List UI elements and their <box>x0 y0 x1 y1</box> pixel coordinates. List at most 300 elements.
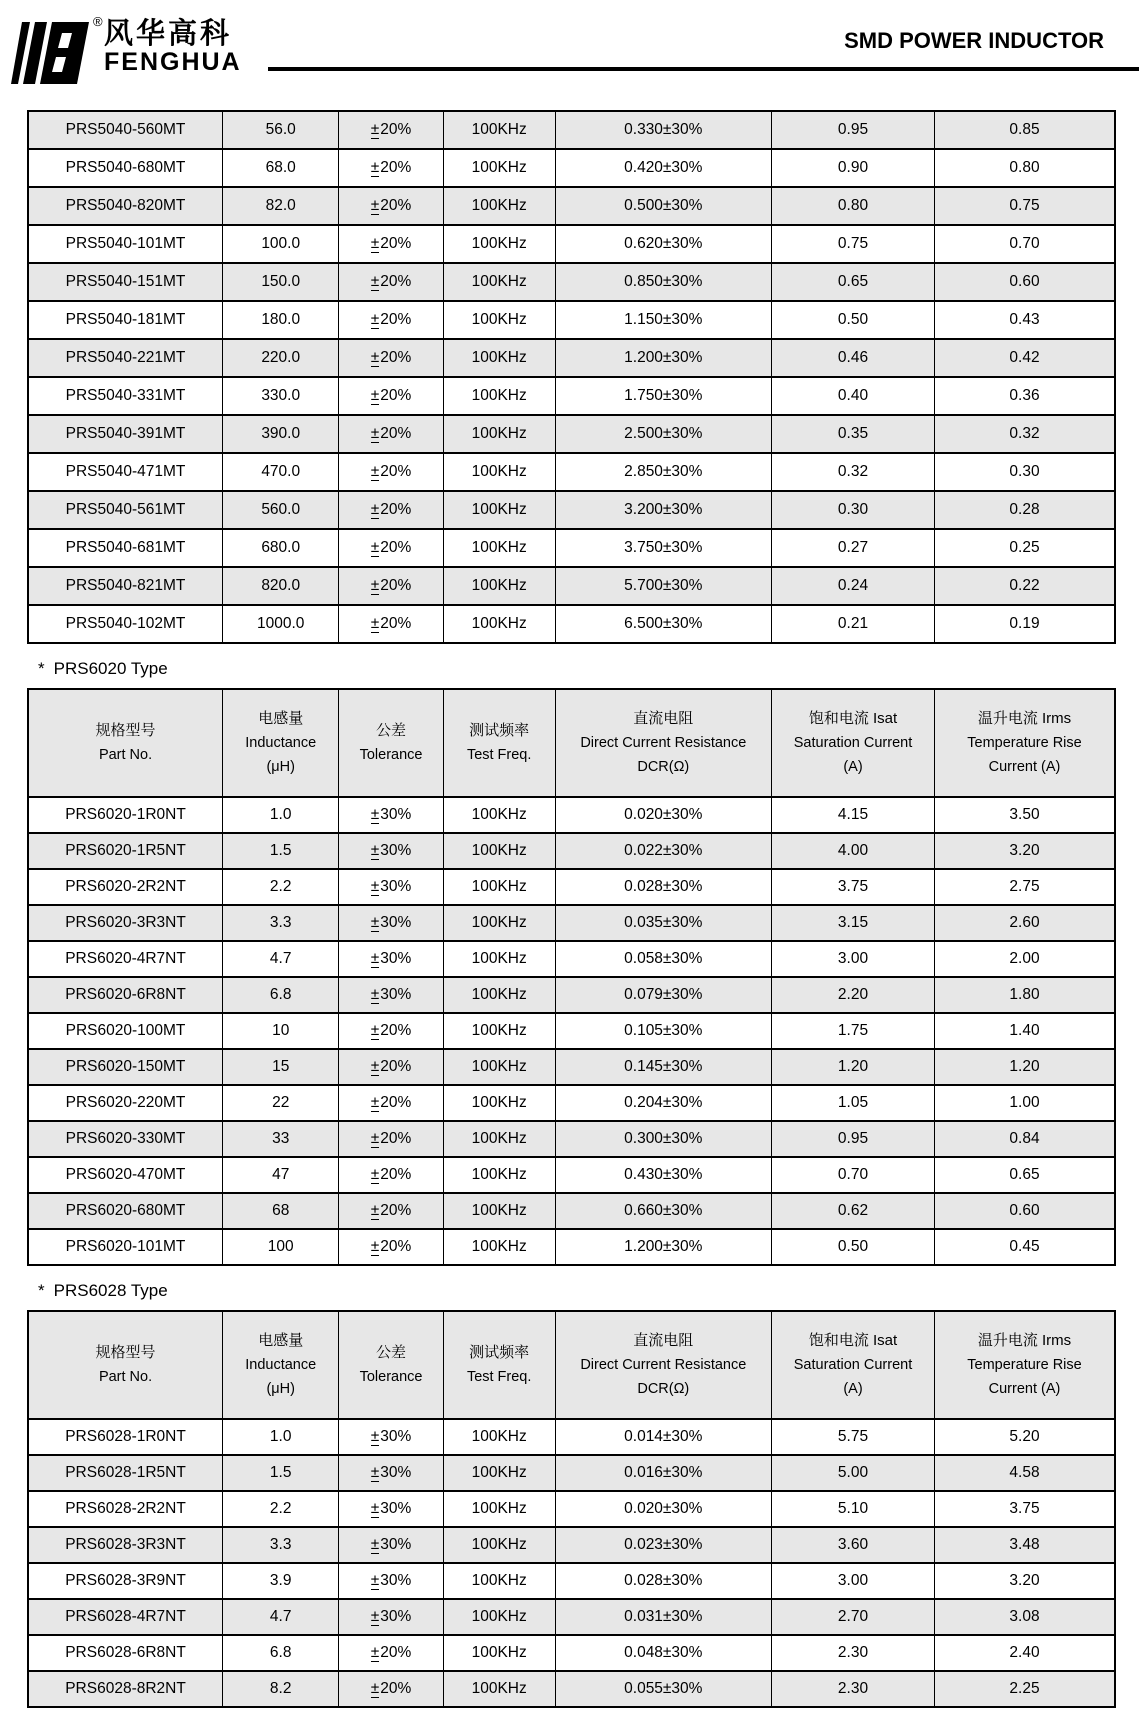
cell-test-freq: 100KHz <box>443 225 555 263</box>
cell-isat: 0.95 <box>771 111 934 149</box>
cell-inductance: 3.3 <box>223 1527 339 1563</box>
cell-test-freq: 100KHz <box>443 491 555 529</box>
cell-dcr: 0.300±30% <box>555 1121 771 1157</box>
cell-dcr: 0.058±30% <box>555 941 771 977</box>
cell-inductance: 820.0 <box>223 567 339 605</box>
cell-dcr: 0.055±30% <box>555 1671 771 1707</box>
table-row <box>28 339 1115 377</box>
heading-text: PRS6028 Type <box>53 1281 168 1300</box>
cell-tolerance: ±20% <box>339 605 443 643</box>
cell-irms: 0.85 <box>935 111 1115 149</box>
cell-part-no: PRS5040-680MT <box>28 149 223 187</box>
cell-isat: 0.70 <box>771 1157 934 1193</box>
table-row <box>28 905 1115 941</box>
cell-dcr: 6.500±30% <box>555 605 771 643</box>
col-header-line: (A) <box>843 759 863 775</box>
cell-test-freq: 100KHz <box>443 977 555 1013</box>
table-row <box>28 797 1115 833</box>
col-header-line: Inductance <box>245 1357 317 1373</box>
cell-dcr: 1.150±30% <box>555 301 771 339</box>
cell-isat: 2.20 <box>771 977 934 1013</box>
cell-irms: 3.08 <box>935 1599 1115 1635</box>
cell-tolerance: ±20% <box>339 1193 443 1229</box>
col-header-line: 饱和电流 Isat <box>808 1332 898 1349</box>
cell-isat: 5.10 <box>771 1491 934 1527</box>
cell-irms: 2.75 <box>935 869 1115 905</box>
cell-tolerance: ±20% <box>339 1121 443 1157</box>
cell-isat: 3.00 <box>771 941 934 977</box>
table-row <box>28 1157 1115 1193</box>
cell-test-freq: 100KHz <box>443 1635 555 1671</box>
table-row <box>28 1013 1115 1049</box>
cell-part-no: PRS5040-560MT <box>28 111 223 149</box>
cell-test-freq: 100KHz <box>443 187 555 225</box>
cell-irms: 0.65 <box>935 1157 1115 1193</box>
cell-part-no: PRS5040-101MT <box>28 225 223 263</box>
col-header-tolerance <box>339 1311 443 1419</box>
cell-inductance: 2.2 <box>223 1491 339 1527</box>
cell-inductance: 470.0 <box>223 453 339 491</box>
cell-part-no: PRS5040-681MT <box>28 529 223 567</box>
fenghua-logo-icon <box>11 20 89 86</box>
table-row <box>28 149 1115 187</box>
cell-part-no: PRS6020-680MT <box>28 1193 223 1229</box>
cell-irms: 2.00 <box>935 941 1115 977</box>
table-row <box>28 453 1115 491</box>
cell-irms: 0.70 <box>935 225 1115 263</box>
col-header-line: 温升电流 Irms <box>977 1332 1072 1349</box>
cell-part-no: PRS5040-561MT <box>28 491 223 529</box>
cell-dcr: 0.020±30% <box>555 797 771 833</box>
cell-part-no: PRS6028-2R2NT <box>28 1491 223 1527</box>
table-row <box>28 1635 1115 1671</box>
cell-inductance: 82.0 <box>223 187 339 225</box>
col-header-line: Current (A) <box>988 759 1061 775</box>
table-row <box>28 1455 1115 1491</box>
cell-tolerance: ±20% <box>339 567 443 605</box>
cell-tolerance: ±30% <box>339 977 443 1013</box>
cell-test-freq: 100KHz <box>443 797 555 833</box>
cell-dcr: 1.200±30% <box>555 1229 771 1265</box>
cell-irms: 5.20 <box>935 1419 1115 1455</box>
spec-table-prs5040 <box>27 110 1116 644</box>
col-header-irms <box>935 1311 1115 1419</box>
cell-test-freq: 100KHz <box>443 1193 555 1229</box>
cell-dcr: 0.035±30% <box>555 905 771 941</box>
col-header-isat <box>771 689 934 797</box>
cell-part-no: PRS6028-1R0NT <box>28 1419 223 1455</box>
cell-irms: 0.60 <box>935 1193 1115 1229</box>
col-header-line: 饱和电流 Isat <box>808 710 898 727</box>
cell-inductance: 1.0 <box>223 1419 339 1455</box>
header-row <box>28 689 1115 797</box>
heading-text: PRS6020 Type <box>53 659 168 678</box>
cell-part-no: PRS6020-2R2NT <box>28 869 223 905</box>
cell-test-freq: 100KHz <box>443 1013 555 1049</box>
cell-inductance: 4.7 <box>223 1599 339 1635</box>
table-row <box>28 941 1115 977</box>
spec-table-prs6020 <box>27 688 1116 1266</box>
cell-irms: 0.25 <box>935 529 1115 567</box>
cell-tolerance: ±30% <box>339 941 443 977</box>
section-heading-prs6020 <box>38 659 1116 679</box>
cell-irms: 4.58 <box>935 1455 1115 1491</box>
col-header-line: 公差 <box>376 722 407 739</box>
cell-test-freq: 100KHz <box>443 1491 555 1527</box>
col-header-line: Saturation Current <box>793 1357 913 1373</box>
cell-irms: 3.75 <box>935 1491 1115 1527</box>
cell-irms: 1.20 <box>935 1049 1115 1085</box>
cell-dcr: 0.028±30% <box>555 1563 771 1599</box>
col-header-line: Test Freq. <box>466 747 532 763</box>
cell-isat: 3.15 <box>771 905 934 941</box>
cell-part-no: PRS6020-100MT <box>28 1013 223 1049</box>
cell-dcr: 2.500±30% <box>555 415 771 453</box>
cell-inductance: 6.8 <box>223 977 339 1013</box>
cell-isat: 0.46 <box>771 339 934 377</box>
cell-dcr: 0.105±30% <box>555 1013 771 1049</box>
table-row <box>28 263 1115 301</box>
table-row <box>28 301 1115 339</box>
cell-tolerance: ±20% <box>339 339 443 377</box>
cell-inductance: 68.0 <box>223 149 339 187</box>
cell-isat: 0.75 <box>771 225 934 263</box>
cell-test-freq: 100KHz <box>443 1049 555 1085</box>
col-header-line: Saturation Current <box>793 735 913 751</box>
cell-inductance: 4.7 <box>223 941 339 977</box>
heading-marker: * <box>38 1281 45 1300</box>
cell-isat: 0.62 <box>771 1193 934 1229</box>
cell-dcr: 0.850±30% <box>555 263 771 301</box>
table-row <box>28 491 1115 529</box>
cell-isat: 2.30 <box>771 1635 934 1671</box>
table-row <box>28 1563 1115 1599</box>
cell-irms: 3.20 <box>935 1563 1115 1599</box>
cell-tolerance: ±20% <box>339 415 443 453</box>
col-header-line: (A) <box>843 1381 863 1397</box>
cell-inductance: 680.0 <box>223 529 339 567</box>
cell-inductance: 8.2 <box>223 1671 339 1707</box>
cell-inductance: 56.0 <box>223 111 339 149</box>
cell-inductance: 1.5 <box>223 833 339 869</box>
cell-isat: 2.30 <box>771 1671 934 1707</box>
cell-irms: 0.42 <box>935 339 1115 377</box>
cell-tolerance: ±30% <box>339 1599 443 1635</box>
cell-inductance: 3.3 <box>223 905 339 941</box>
cell-part-no: PRS6028-6R8NT <box>28 1635 223 1671</box>
cell-irms: 0.80 <box>935 149 1115 187</box>
cell-irms: 0.43 <box>935 301 1115 339</box>
cell-dcr: 0.620±30% <box>555 225 771 263</box>
cell-inductance: 1000.0 <box>223 605 339 643</box>
col-header-line: 测试频率 <box>469 1344 530 1361</box>
cell-test-freq: 100KHz <box>443 1085 555 1121</box>
cell-tolerance: ±20% <box>339 1635 443 1671</box>
cell-part-no: PRS6020-150MT <box>28 1049 223 1085</box>
cell-isat: 0.32 <box>771 453 934 491</box>
cell-tolerance: ±20% <box>339 1049 443 1085</box>
cell-inductance: 15 <box>223 1049 339 1085</box>
cell-isat: 0.24 <box>771 567 934 605</box>
cell-test-freq: 100KHz <box>443 1563 555 1599</box>
cell-test-freq: 100KHz <box>443 415 555 453</box>
cell-part-no: PRS6020-330MT <box>28 1121 223 1157</box>
cell-dcr: 0.048±30% <box>555 1635 771 1671</box>
cell-inductance: 10 <box>223 1013 339 1049</box>
cell-inductance: 6.8 <box>223 1635 339 1671</box>
cell-inductance: 150.0 <box>223 263 339 301</box>
cell-tolerance: ±20% <box>339 187 443 225</box>
brand-name-english: FENGHUA <box>104 48 242 76</box>
col-header-line: 直流电阻 <box>633 710 694 727</box>
cell-dcr: 0.031±30% <box>555 1599 771 1635</box>
cell-tolerance: ±30% <box>339 1563 443 1599</box>
cell-tolerance: ±30% <box>339 869 443 905</box>
cell-isat: 0.50 <box>771 301 934 339</box>
cell-inductance: 390.0 <box>223 415 339 453</box>
col-header-dcr <box>555 689 771 797</box>
cell-tolerance: ±20% <box>339 1671 443 1707</box>
table-row <box>28 1419 1115 1455</box>
col-header-line: Test Freq. <box>466 1369 532 1385</box>
cell-dcr: 0.500±30% <box>555 187 771 225</box>
cell-isat: 4.00 <box>771 833 934 869</box>
heading-marker: * <box>38 659 45 678</box>
col-header-line: Direct Current Resistance <box>580 735 747 751</box>
cell-irms: 2.40 <box>935 1635 1115 1671</box>
cell-isat: 0.80 <box>771 187 934 225</box>
cell-irms: 0.19 <box>935 605 1115 643</box>
table-row <box>28 1671 1115 1707</box>
cell-isat: 4.15 <box>771 797 934 833</box>
cell-part-no: PRS6028-3R3NT <box>28 1527 223 1563</box>
cell-part-no: PRS6028-3R9NT <box>28 1563 223 1599</box>
table-row <box>28 1121 1115 1157</box>
cell-inductance: 2.2 <box>223 869 339 905</box>
cell-dcr: 0.145±30% <box>555 1049 771 1085</box>
col-header-line: Part No. <box>98 747 153 763</box>
cell-inductance: 22 <box>223 1085 339 1121</box>
cell-test-freq: 100KHz <box>443 1527 555 1563</box>
cell-part-no: PRS6028-8R2NT <box>28 1671 223 1707</box>
table-row <box>28 1229 1115 1265</box>
cell-irms: 3.48 <box>935 1527 1115 1563</box>
cell-dcr: 0.430±30% <box>555 1157 771 1193</box>
cell-irms: 0.22 <box>935 567 1115 605</box>
col-header-inductance <box>223 1311 339 1419</box>
cell-isat: 1.20 <box>771 1049 934 1085</box>
cell-test-freq: 100KHz <box>443 1419 555 1455</box>
cell-test-freq: 100KHz <box>443 453 555 491</box>
cell-test-freq: 100KHz <box>443 1671 555 1707</box>
cell-inductance: 3.9 <box>223 1563 339 1599</box>
cell-dcr: 1.750±30% <box>555 377 771 415</box>
cell-dcr: 0.204±30% <box>555 1085 771 1121</box>
cell-tolerance: ±30% <box>339 905 443 941</box>
table-row <box>28 225 1115 263</box>
col-header-line: 直流电阻 <box>633 1332 694 1349</box>
cell-isat: 3.00 <box>771 1563 934 1599</box>
cell-isat: 2.70 <box>771 1599 934 1635</box>
cell-dcr: 0.023±30% <box>555 1527 771 1563</box>
col-header-line: Part No. <box>98 1369 153 1385</box>
cell-tolerance: ±20% <box>339 1013 443 1049</box>
cell-test-freq: 100KHz <box>443 1157 555 1193</box>
cell-dcr: 3.750±30% <box>555 529 771 567</box>
cell-tolerance: ±30% <box>339 833 443 869</box>
cell-part-no: PRS5040-821MT <box>28 567 223 605</box>
cell-isat: 5.75 <box>771 1419 934 1455</box>
cell-tolerance: ±30% <box>339 1491 443 1527</box>
cell-isat: 0.65 <box>771 263 934 301</box>
cell-tolerance: ±30% <box>339 1419 443 1455</box>
cell-part-no: PRS6020-4R7NT <box>28 941 223 977</box>
cell-tolerance: ±30% <box>339 1455 443 1491</box>
col-header-line: DCR(Ω) <box>637 1381 690 1397</box>
cell-tolerance: ±20% <box>339 301 443 339</box>
table-row <box>28 187 1115 225</box>
col-header-test-freq <box>443 1311 555 1419</box>
cell-part-no: PRS5040-102MT <box>28 605 223 643</box>
cell-dcr: 5.700±30% <box>555 567 771 605</box>
col-header-irms <box>935 689 1115 797</box>
page-header <box>0 0 1143 100</box>
registered-trademark-icon: ® <box>93 14 103 29</box>
cell-irms: 0.28 <box>935 491 1115 529</box>
cell-tolerance: ±20% <box>339 263 443 301</box>
section-heading-prs6028 <box>38 1281 1116 1301</box>
cell-test-freq: 100KHz <box>443 1121 555 1157</box>
cell-inductance: 1.0 <box>223 797 339 833</box>
col-header-line: (μH) <box>266 759 295 775</box>
cell-test-freq: 100KHz <box>443 941 555 977</box>
table-row <box>28 111 1115 149</box>
cell-isat: 0.95 <box>771 1121 934 1157</box>
cell-isat: 0.50 <box>771 1229 934 1265</box>
cell-irms: 0.45 <box>935 1229 1115 1265</box>
cell-tolerance: ±30% <box>339 1527 443 1563</box>
table-row <box>28 1491 1115 1527</box>
cell-dcr: 0.420±30% <box>555 149 771 187</box>
header-rule <box>268 67 1139 71</box>
table-row <box>28 1049 1115 1085</box>
cell-irms: 1.40 <box>935 1013 1115 1049</box>
cell-tolerance: ±20% <box>339 1085 443 1121</box>
cell-inductance: 330.0 <box>223 377 339 415</box>
cell-isat: 1.75 <box>771 1013 934 1049</box>
cell-tolerance: ±20% <box>339 529 443 567</box>
cell-irms: 2.25 <box>935 1671 1115 1707</box>
cell-test-freq: 100KHz <box>443 905 555 941</box>
cell-tolerance: ±20% <box>339 1229 443 1265</box>
table-row <box>28 833 1115 869</box>
col-header-line: 测试频率 <box>469 722 530 739</box>
cell-test-freq: 100KHz <box>443 1455 555 1491</box>
cell-irms: 0.36 <box>935 377 1115 415</box>
cell-isat: 5.00 <box>771 1455 934 1491</box>
col-header-part-no <box>28 1311 223 1419</box>
cell-dcr: 0.028±30% <box>555 869 771 905</box>
col-header-line: Current (A) <box>988 1381 1061 1397</box>
col-header-line: Tolerance <box>359 747 423 763</box>
cell-isat: 0.30 <box>771 491 934 529</box>
cell-irms: 2.60 <box>935 905 1115 941</box>
col-header-line: Temperature Rise <box>967 735 1082 751</box>
cell-part-no: PRS6028-1R5NT <box>28 1455 223 1491</box>
cell-tolerance: ±20% <box>339 491 443 529</box>
cell-dcr: 0.022±30% <box>555 833 771 869</box>
col-header-part-no <box>28 689 223 797</box>
col-header-line: 电感量 <box>258 710 304 727</box>
cell-tolerance: ±20% <box>339 149 443 187</box>
cell-test-freq: 100KHz <box>443 111 555 149</box>
cell-dcr: 0.079±30% <box>555 977 771 1013</box>
cell-tolerance: ±20% <box>339 1157 443 1193</box>
cell-isat: 0.40 <box>771 377 934 415</box>
col-header-line: 公差 <box>376 1344 407 1361</box>
col-header-line: (μH) <box>266 1381 295 1397</box>
cell-test-freq: 100KHz <box>443 149 555 187</box>
table-row <box>28 529 1115 567</box>
cell-isat: 0.21 <box>771 605 934 643</box>
cell-dcr: 3.200±30% <box>555 491 771 529</box>
cell-irms: 0.30 <box>935 453 1115 491</box>
col-header-line: 电感量 <box>258 1332 304 1349</box>
cell-inductance: 220.0 <box>223 339 339 377</box>
cell-test-freq: 100KHz <box>443 1229 555 1265</box>
cell-part-no: PRS5040-151MT <box>28 263 223 301</box>
cell-tolerance: ±30% <box>339 797 443 833</box>
cell-test-freq: 100KHz <box>443 833 555 869</box>
table-row <box>28 1193 1115 1229</box>
cell-part-no: PRS6020-220MT <box>28 1085 223 1121</box>
table-row <box>28 869 1115 905</box>
cell-inductance: 33 <box>223 1121 339 1157</box>
cell-part-no: PRS6020-470MT <box>28 1157 223 1193</box>
cell-part-no: PRS5040-331MT <box>28 377 223 415</box>
cell-irms: 0.84 <box>935 1121 1115 1157</box>
col-header-line: 规格型号 <box>95 1344 156 1361</box>
cell-inductance: 1.5 <box>223 1455 339 1491</box>
cell-isat: 0.90 <box>771 149 934 187</box>
spec-tables-area <box>27 110 1116 1708</box>
table-row <box>28 377 1115 415</box>
cell-test-freq: 100KHz <box>443 339 555 377</box>
cell-irms: 0.75 <box>935 187 1115 225</box>
cell-tolerance: ±20% <box>339 111 443 149</box>
cell-inductance: 560.0 <box>223 491 339 529</box>
cell-irms: 0.32 <box>935 415 1115 453</box>
spec-table-prs6028 <box>27 1310 1116 1708</box>
cell-part-no: PRS5040-181MT <box>28 301 223 339</box>
cell-irms: 1.00 <box>935 1085 1115 1121</box>
cell-isat: 1.05 <box>771 1085 934 1121</box>
cell-part-no: PRS6020-1R0NT <box>28 797 223 833</box>
col-header-line: DCR(Ω) <box>637 759 690 775</box>
cell-part-no: PRS5040-391MT <box>28 415 223 453</box>
col-header-isat <box>771 1311 934 1419</box>
cell-part-no: PRS6020-1R5NT <box>28 833 223 869</box>
cell-irms: 3.50 <box>935 797 1115 833</box>
cell-isat: 0.35 <box>771 415 934 453</box>
page-title: SMD POWER INDUCTOR <box>844 28 1104 53</box>
cell-inductance: 100.0 <box>223 225 339 263</box>
cell-irms: 1.80 <box>935 977 1115 1013</box>
cell-tolerance: ±20% <box>339 377 443 415</box>
cell-irms: 3.20 <box>935 833 1115 869</box>
cell-irms: 0.60 <box>935 263 1115 301</box>
cell-isat: 0.27 <box>771 529 934 567</box>
